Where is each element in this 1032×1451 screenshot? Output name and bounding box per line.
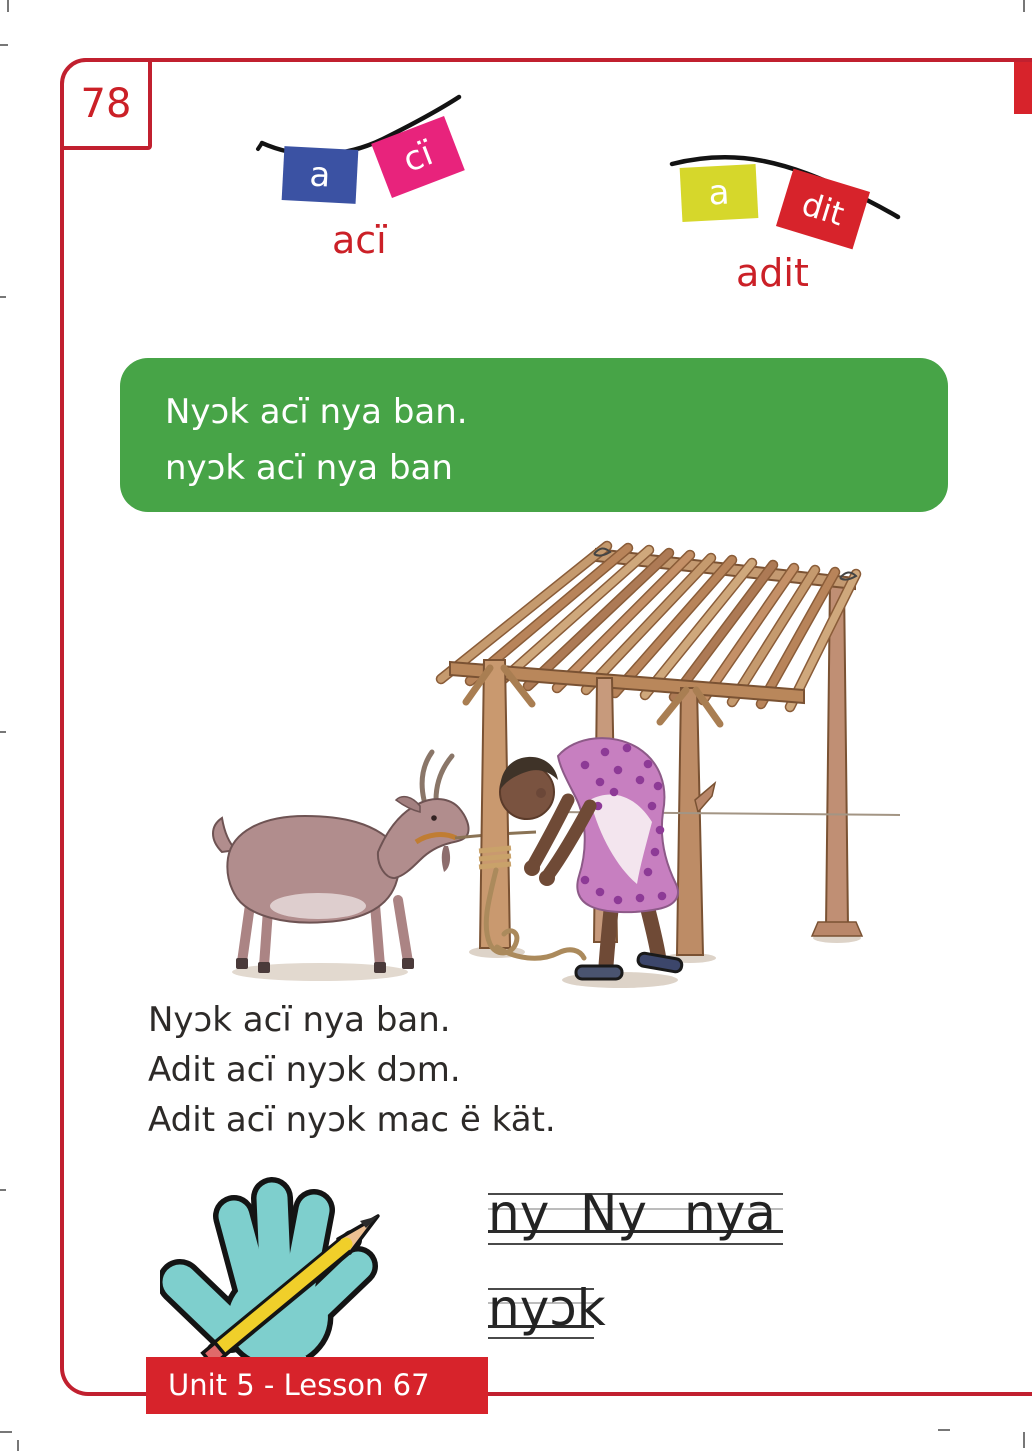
story-line: Adit acï nyɔk mac ë kät. <box>148 1100 556 1140</box>
practice-word: Ny <box>580 1184 647 1242</box>
practice-word: nya <box>684 1184 776 1242</box>
lesson-banner <box>146 1357 488 1414</box>
card-label: a <box>308 154 332 196</box>
page-number <box>60 58 152 150</box>
guide-line <box>488 1243 783 1245</box>
card-label: cï <box>397 133 439 181</box>
lesson-banner-label: Unit 5 - Lesson 67 <box>168 1368 430 1402</box>
print-mark <box>1023 0 1025 12</box>
story-line: Nyɔk acï nya ban. <box>148 1000 451 1040</box>
page-number-label: 78 <box>80 81 132 127</box>
hand-with-pencil-icon <box>160 1158 400 1388</box>
story-text <box>148 995 556 1145</box>
print-mark <box>17 1440 19 1451</box>
page-edge-tab <box>1014 62 1032 114</box>
print-mark <box>7 0 9 12</box>
print-mark <box>0 44 8 46</box>
card-label: dit <box>797 184 849 234</box>
sentence-line: Nyɔk acï nya ban. <box>165 392 468 432</box>
syllable-card-a-blue <box>282 146 359 204</box>
card-label: a <box>707 172 731 214</box>
print-mark <box>0 731 6 733</box>
sentence-line: nyɔk acï nya ban <box>165 448 453 488</box>
syllable-word-adit: adit <box>736 251 809 295</box>
print-mark <box>1023 1432 1025 1448</box>
syllable-word-aci: acï <box>332 218 387 262</box>
print-mark <box>938 1429 950 1431</box>
syllable-card-a-yellow <box>680 164 759 222</box>
sentence-box <box>120 358 948 512</box>
guide-line <box>488 1337 594 1339</box>
practice-word: nyɔk <box>488 1279 606 1337</box>
print-mark <box>0 1189 6 1191</box>
print-mark <box>0 1431 12 1433</box>
story-illustration <box>180 540 900 1000</box>
story-line: Adit acï nyɔk dɔm. <box>148 1050 461 1090</box>
print-mark <box>0 296 6 298</box>
practice-word: ny <box>488 1184 550 1242</box>
